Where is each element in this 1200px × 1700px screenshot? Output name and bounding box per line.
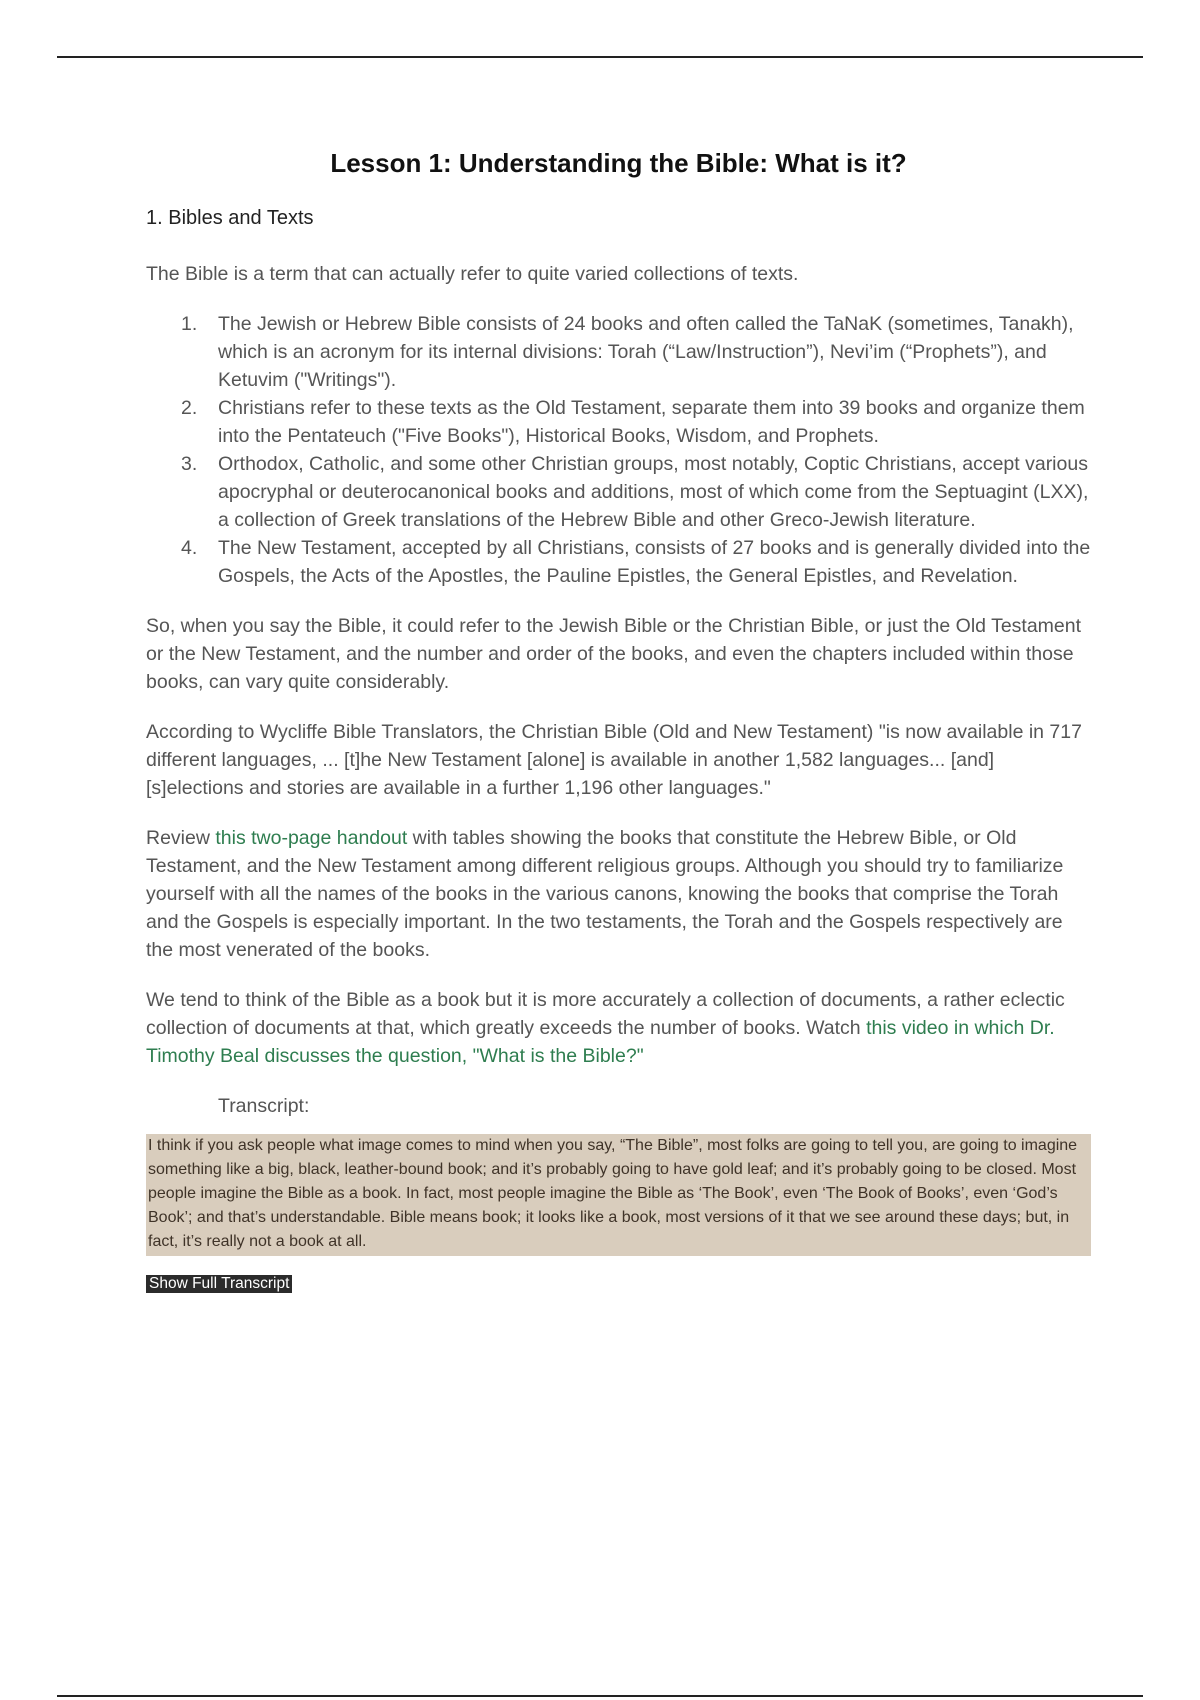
document-body	[146, 140, 1091, 1293]
intro-paragraph: The Bible is a term that can actually refer to quite varied collections of texts.	[146, 263, 799, 285]
show-full-transcript-button[interactable]: Show Full Transcript	[146, 1275, 292, 1293]
bible-meaning-paragraph: So, when you say the Bible, it could refer to the Jewish Bible or the Christian Bible, or just the Old Testament or the New Testament, and the number and order of the books, and even the chapters included within those books, can vary quite considerably.	[146, 615, 1082, 693]
bible-collections-list	[146, 310, 1091, 590]
list-item	[181, 450, 1091, 534]
list-item-number: 2.	[181, 397, 198, 419]
list-item-number: 1.	[181, 313, 198, 335]
list-item-text: Christians refer to these texts as the Old Testament, separate them into 39 books and organize them into the Pentateuch ("Five Books"), Historical Books, Wisdom, and Prophets.	[218, 397, 1085, 447]
list-item-text: The New Testament, accepted by all Christians, consists of 27 books and is generally divided into the Gospels, the Acts of the Apostles, the Pauline Epistles, the General Epistles, and Revelation.	[218, 537, 1091, 587]
handout-link[interactable]: this two-page handout	[215, 827, 408, 849]
bottom-rule	[57, 1695, 1143, 1697]
top-rule	[57, 56, 1143, 58]
page-title: Lesson 1: Understanding the Bible: What is it?	[330, 148, 907, 178]
wycliffe-paragraph: According to Wycliffe Bible Translators, the Christian Bible (Old and New Testament) "is now available in 717 different languages, ... [t]he New Testament [alone] is available in another 1,582 languages... [and] [s]elections and stories are available in a further 1,196 other languages."	[146, 721, 1082, 799]
list-item-text: The Jewish or Hebrew Bible consists of 24 books and often called the TaNaK (sometimes, Tanakh), which is an acronym for its internal divisions: Torah (“Law/Instruction”), Nevi’im (“Prophets”), and Ketuvim ("Writings").	[218, 313, 1074, 391]
list-item-text: Orthodox, Catholic, and some other Christian groups, most notably, Coptic Christians, accept various apocryphal or deuterocanonical books and additions, most of which come from the Septuagint (LXX), a collection of Greek translations of the Hebrew Bible and other Greco-Jewish literature.	[218, 453, 1089, 531]
video-paragraph	[146, 986, 1091, 1070]
list-item	[181, 534, 1091, 590]
video-text-before: We tend to think of the Bible as a book but it is more accurately a collection of documents, a rather eclectic collection of documents at that, which greatly exceeds the number of books. Watch	[146, 989, 1065, 1039]
handout-text-before: Review	[146, 827, 216, 849]
list-item-number: 3.	[181, 453, 198, 475]
list-item-number: 4.	[181, 537, 198, 559]
list-item	[181, 394, 1091, 450]
transcript-label: Transcript:	[218, 1095, 310, 1117]
video-link[interactable]: this video in which Dr. Timothy Beal discusses the question, "What is the Bible?"	[146, 1017, 1055, 1067]
list-item	[181, 310, 1091, 394]
transcript-excerpt: I think if you ask people what image comes to mind when you say, “The Bible”, most folks are going to tell you, are going to imagine something like a big, black, leather-bound book; and it’s probably going to have gold leaf; and it’s probably going to be closed. Most people imagine the Bible as a book. In fact, most people imagine the Bible as ‘The Book’, even ‘The Book of Books’, even ‘God’s Book’; and that’s understandable. Bible means book; it looks like a book, most versions of it that we see around these days; but, in fact, it’s really not a book at all.	[146, 1134, 1091, 1256]
handout-text-after: with tables showing the books that constitute the Hebrew Bible, or Old Testament, and the New Testament among different religious groups. Although you should try to familiarize yourself with all the names of the books in the various canons, knowing the books that comprise the Torah and the Gospels is especially important. In the two testaments, the Torah and the Gospels respectively are the most venerated of the books.	[146, 827, 1064, 961]
handout-paragraph	[146, 824, 1091, 964]
section-heading: 1. Bibles and Texts	[146, 207, 314, 229]
